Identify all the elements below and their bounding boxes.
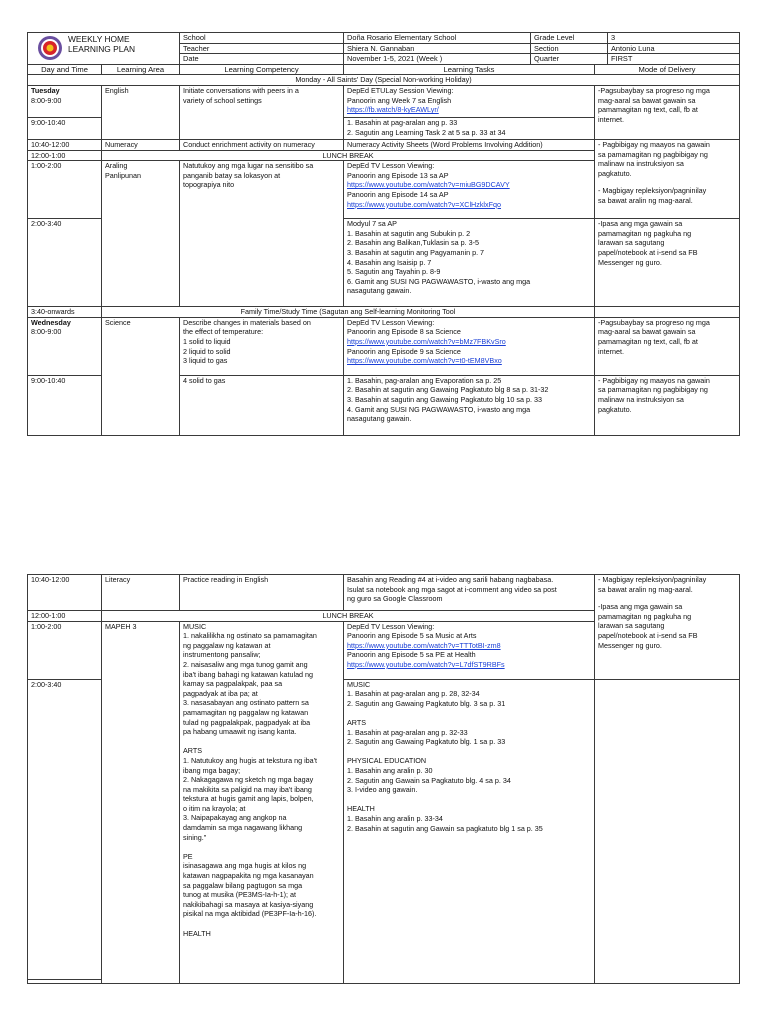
text-line: PE [183,851,193,861]
task-line: Panoorin ang Episode 5 sa PE at Health [347,650,476,660]
text-line: kamay sa pagpalakpak, paa sa [183,679,283,689]
mode-line: -Pagsubaybay sa progreso ng mga [598,317,710,327]
mode-line: larawan sa sagutang [598,621,665,631]
mode-line: -Ipasa ang mga gawain sa [598,602,683,612]
text-line [183,737,340,747]
area-mapeh: MAPEH 3 [102,621,180,983]
tasks-literacy [344,575,595,611]
time-slot: 3:40-onwards [28,307,102,318]
mode-monitoring-2 [595,317,740,375]
ap-episode14-link[interactable]: https://www.youtube.com/watch?v=XClHzklxFqo [347,199,501,209]
competency-ap [180,161,344,307]
time-slot: 12:00-1:00 [28,611,102,622]
time-slot: 8:00-9:00 [31,327,62,337]
mode-line: sa pamamagitan ng pagbibigay ng [598,149,708,159]
time-slot: 1:00-2:00 [28,621,102,679]
mode-line: mag-aaral sa bawat gawain sa [598,327,696,337]
mode-line: pamamagitan ng text, call, fb at [598,336,698,346]
text-line: 1. Basahin ang aralin p. 30 [347,765,433,775]
text-line: MUSIC [347,679,371,689]
text-line: 1. Natutukoy ang hugis at tekstura ng iba't [183,755,318,765]
task-line: Panoorin ang Episode 9 sa Science [347,346,461,356]
task-line: 4. Basahin ang Isaisip p. 7 [347,257,432,267]
text-line: 3. I-video ang gawain. [347,785,418,795]
text-line: na makikita sa paligid na may iba't ibang [183,784,312,794]
col-mode-of-delivery: Mode of Delivery [595,64,740,75]
tasks-science-viewing [344,317,595,375]
area-line: Panlipunan [105,170,141,180]
text-line: 1. Basahin ang aralin p. 33-34 [347,813,443,823]
text-line: 2. Sagutin ang Gawain sa Pagkatuto blg. 4 sa p. 34 [347,775,511,785]
text-line: katawan nagpapakita ng mga kasanayan [183,871,314,881]
tasks-science-2 [344,375,595,435]
tasks-ap-viewing [344,161,595,219]
date-row [344,54,740,65]
school-row [344,33,740,44]
text-line [183,919,340,929]
mode-line: - Magbigay repleksiyon/pagninilay [598,575,707,584]
mode-line: internet. [598,114,624,124]
ap-episode13-link[interactable]: https://www.youtube.com/watch?v=miuBG9DCAVY [347,180,510,190]
mode-line: larawan sa sagutang [598,238,665,248]
col-learning-tasks: Learning Tasks [344,64,595,75]
time-slot: 12:00-1:00 [28,150,102,161]
tasks-mapeh [344,679,595,983]
empty-cell [595,307,740,318]
text-line: MUSIC [183,621,207,631]
task-line: nasagutang gawain. [347,414,412,424]
text-line: 2. naisasaliw ang mga tunog gamit ang [183,659,308,669]
time-slot: 10:40-12:00 [28,575,102,611]
tasks-english [344,85,595,117]
competency-line: 2 liquid to solid [183,346,231,356]
text-line: damdamin sa mga nagawang likhang [183,823,303,833]
text-line: pa habang umaawit ng isang kanta. [183,727,297,737]
task-line: DepEd TV Lesson Viewing: [347,317,435,327]
tasks-numeracy: Numeracy Activity Sheets (Word Problems Involving Addition) [344,139,595,150]
mode-line: -Ipasa ang mga gawain sa [598,219,683,229]
mode-line: - Pagbibigay ng maayos na gawain [598,139,710,149]
weekly-plan-table-page2 [27,574,740,984]
mode-line: pamamagitan ng text, call, fb at [598,105,698,115]
mode-instruction-2 [595,375,740,435]
competency-line: 1 solid to liquid [183,336,231,346]
text-line: pamamagitan ng paggalaw ng katawan [183,707,309,717]
task-line: 3. Basahin at sagutin ang Pagyamanin p. 7 [347,247,485,257]
weekly-plan-table-page1 [27,32,740,436]
date-label: Date [180,54,344,65]
table-row [28,85,740,117]
area-araling-panlipunan [102,161,180,307]
teacher-value: Shiera N. Gannaban [344,44,531,54]
text-line: HEALTH [183,928,211,938]
time-slot: 8:00-9:00 [31,95,62,105]
competency-line: panganib batay sa lokasyon at [183,170,281,180]
mode-line: pagkatuto. [598,404,632,414]
text-line: pagpadyak at iba pa; at [183,688,258,698]
mode-instruction [595,139,740,218]
mode-line: Messenger ng guro. [598,257,662,267]
task-line: DepEd ETULay Session Viewing: [347,85,454,95]
competency-science [180,317,344,375]
time-slot: 2:00-3:40 [28,679,102,979]
mode-line: sa bawat aralin ng mag-aaral. [598,195,693,205]
text-line: o itim na krayola; at [183,803,246,813]
section-value: Antonio Luna [611,43,655,53]
tasks-english-2 [344,117,595,139]
task-line: 1. Basahin, pag-aralan ang Evaporation sa p. 25 [347,375,502,385]
text-line [347,708,591,718]
mode-line: - Pagbibigay ng maayos na gawain [598,375,710,385]
task-line: 6. Gamit ang SUSI NG PAGWAWASTO, i-wasto ang mga [347,276,531,286]
mode-line: pamamagitan ng pagkuha ng [598,228,692,238]
text-line [183,842,340,852]
mode-line: pamamagitan ng pagkuha ng [598,611,692,621]
empty-cell [595,679,740,983]
mode-line: papel/notebook at i-send sa FB [598,630,698,640]
mode-line: mag-aaral sa bawat gawain sa [598,95,696,105]
text-line: 2. Basahin at sagutin ang Gawain sa pagkatuto blg 1 sa p. 35 [347,823,543,833]
area-numeracy: Numeracy [102,139,180,150]
text-line: ibang mga bagay; [183,765,241,775]
plan-title-line2: LEARNING PLAN [68,44,136,54]
time-slot: 9:00-10:40 [28,375,102,435]
section-label: Section [531,44,608,54]
school-value: Doña Rosario Elementary School [344,33,531,43]
text-line: HEALTH [347,804,375,814]
mode-line: sa bawat aralin ng mag-aaral. [598,584,693,594]
task-line: Panoorin ang Episode 8 sa Science [347,327,461,337]
tasks-mapeh-viewing [344,621,595,679]
english-video-link[interactable]: https://fb.watch/8-kyEAWLyr/ [347,105,439,115]
tasks-ap-modyul [344,219,595,307]
table-row [28,317,740,375]
text-line: 1. Basahin at pag-aralan ang p. 32-33 [347,727,468,737]
mode-line: Messenger ng guro. [598,640,662,650]
text-line: tulad ng pagpalakpak, pagpadyak at iba [183,717,311,727]
deped-seal-icon [37,35,63,61]
task-line: DepEd TV Lesson Viewing: [347,621,435,631]
table-row [28,575,740,611]
task-line: DepEd TV Lesson Viewing: [347,161,435,171]
date-value: November 1-5, 2021 (Week ) [344,54,531,64]
task-line: 2. Basahin at sagutin ang Gawaing Pagkatuto blg 8 sa p. 31-32 [347,385,549,395]
text-line: ARTS [183,746,203,756]
competency-line: 3 liquid to gas [183,356,228,366]
task-line: Modyul 7 sa AP [347,219,397,229]
grade-value: 3 [611,33,616,42]
mode-submission [595,219,740,307]
task-line: Panoorin ang Episode 13 sa AP [347,170,449,180]
mode-line: malinaw na instruksiyon sa [598,159,684,169]
text-line: iba't ibang bahagi ng katawan katulad ng [183,669,314,679]
column-header-row [28,64,740,75]
day-tuesday: Tuesday [31,85,60,95]
text-line: sa paggalaw bilang pagtugon sa mga [183,880,303,890]
task-line: 1. Basahin at pag-aralan ang p. 33 [347,117,458,127]
task-line: ng guro sa Google Classroom [347,594,443,604]
mode-line: pagkatuto. [598,168,632,178]
text-line: 3. nasasabayan ang ostinato pattern sa [183,698,309,708]
competency-line: the effect of temperature: [183,327,264,337]
lunch-break: LUNCH BREAK [102,150,595,161]
mode-line: malinaw na instruksiyon sa [598,394,684,404]
teacher-row [344,43,740,54]
table-row [28,307,740,318]
day-wednesday: Wednesday [31,317,71,327]
grade-label: Grade Level [531,33,608,43]
competency-english [180,85,344,139]
text-line: tunog at musika (PE3MS-Ia-h-1); at [183,890,297,900]
text-line: isinasagawa ang mga hugis at kilos ng [183,861,307,871]
area-literacy: Literacy [102,575,180,611]
mode-line: sa pamamagitan ng pagbibigay ng [598,385,708,395]
text-line: 1. Basahin at pag-aralan ang p. 28, 32-34 [347,689,480,699]
competency-line: topograpiya nito [183,180,235,190]
text-line: 2. Nakagagawa ng sketch ng mga bagay [183,775,314,785]
text-line [347,795,591,805]
text-line: 3. Naipapakayag ang angkop na [183,813,287,823]
task-line: Panoorin ang Episode 5 sa Music at Arts [347,631,477,641]
competency-line: Initiate conversations with peers in a [183,85,299,95]
col-learning-competency: Learning Competency [180,64,344,75]
task-line: Isulat sa notebook ang mga sagot at i-comment ang video sa post [347,584,557,594]
table-row [28,139,740,150]
task-line: 4. Gamit ang SUSI NG PAGWAWASTO, i-wasto ang mga [347,404,531,414]
task-line: Panoorin ang Week 7 sa English [347,95,452,105]
competency-literacy: Practice reading in English [180,575,344,611]
text-line: 2. Sagutin ang Gawaing Pagkatuto blg. 3 sa p. 31 [347,698,506,708]
text-line: tekstura at hugis gamit ang lapis, bolpen, [183,794,314,804]
time-slot: 1:00-2:00 [28,161,102,219]
area-science: Science [102,317,180,435]
quarter-label: Quarter [531,54,608,64]
col-day-time: Day and Time [28,64,102,75]
task-line: Panoorin ang Episode 14 sa AP [347,189,449,199]
text-line: 2. Sagutin ang Gawaing Pagkatuto blg. 1 sa p. 33 [347,737,506,747]
mode-line: -Pagsubaybay sa progreso ng mga [598,85,710,95]
competency-line: Describe changes in materials based on [183,317,311,327]
teacher-label: Teacher [180,43,344,54]
time-slot: 9:00-10:40 [28,117,102,139]
monday-holiday-row: Monday - All Saints' Day (Special Non-working Holiday) [28,75,740,86]
pe-health-episode5-link[interactable]: https://www.youtube.com/watch?v=L7dfST9RBFs [347,659,505,669]
text-line: sining." [183,832,207,842]
lunch-break: LUNCH BREAK [102,611,595,622]
competency-mapeh [180,621,344,983]
quarter-value: FIRST [611,54,633,64]
empty-cell [28,979,102,983]
competency-line: variety of school settings [183,95,262,105]
mode-line: papel/notebook at i-send sa FB [598,247,698,257]
text-line: ng paggalaw ng katawan at [183,640,271,650]
time-slot: 2:00-3:40 [28,219,102,307]
science-episode8-link[interactable]: https://www.youtube.com/watch?v=bMz7FBKvSro [347,336,506,346]
task-line: 5. Sagutin ang Tayahin p. 8-9 [347,267,441,277]
mode-line: - Magbigay repleksiyon/pagninilay [598,186,707,196]
time-slot: 10:40-12:00 [28,139,102,150]
text-line: ARTS [347,717,367,727]
col-learning-area: Learning Area [102,64,180,75]
area-english: English [102,85,180,139]
task-line: 2. Sagutin ang Learning Task 2 at 5 sa p. 33 at 34 [347,127,506,137]
text-line: nakikibahagi sa masaya at kasiya-siyang [183,899,314,909]
school-label: School [180,33,344,44]
text-line [347,747,591,757]
science-episode9-link[interactable]: https://www.youtube.com/watch?v=t0-tEM8VBxo [347,356,502,366]
text-line: PHYSICAL EDUCATION [347,756,427,766]
task-line: 3. Basahin at sagutin ang Gawaing Pagkatuto blg 10 sa p. 33 [347,394,542,404]
mode-reflection-submission [595,575,740,680]
task-line: Basahin ang Reading #4 at i-video ang sarili habang nagbabasa. [347,575,554,584]
competency-line: Natutukoy ang mga lugar na sensitibo sa [183,161,314,171]
header-logo-cell [28,33,180,65]
text-line: instrumentong pansaliw; [183,650,261,660]
music-arts-episode5-link[interactable]: https://www.youtube.com/watch?v=TTTotBI-zm8 [347,640,501,650]
plan-title-line1: WEEKLY HOME [68,34,130,44]
task-line: 2. Basahin ang Balikan,Tuklasin sa p. 3-5 [347,238,479,248]
family-time-row: Family Time/Study Time (Sagutan ang Self-learning Monitoring Tool [102,307,595,318]
competency-numeracy: Conduct enrichment activity on numeracy [180,139,344,150]
mode-line: internet. [598,346,624,356]
task-line: 1. Basahin at sagutin ang Subukin p. 2 [347,228,471,238]
task-line: nasagutang gawain. [347,286,412,296]
area-line: Araling [105,161,128,171]
competency-science-2: 4 solid to gas [180,375,344,435]
text-line: 1. nakalilikha ng ostinato sa pamamagitan [183,631,317,641]
mode-monitoring [595,85,740,139]
text-line: pisikal na mga aktibidad (PE3PF-Ia-h-16). [183,909,317,919]
